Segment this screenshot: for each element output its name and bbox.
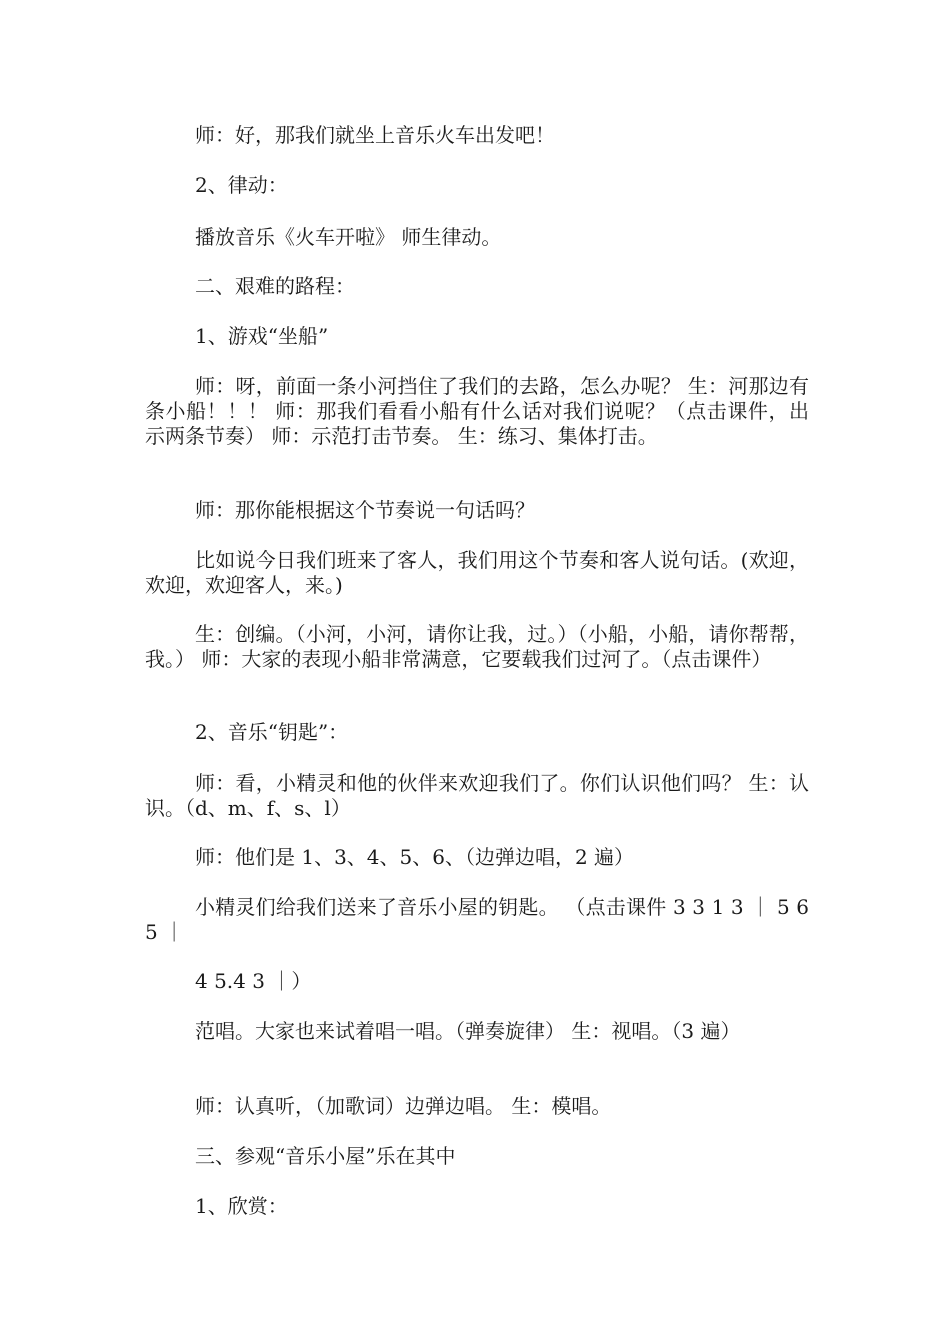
heading-difficult-journey: 二、艰难的路程： [195,274,355,298]
paragraph-key-notes: 小精灵们给我们送来了音乐小屋的钥匙。 （点击课件 3 3 1 3 ｜ 5 6 5 ｜ [145,895,809,944]
paragraph-notes-continued: 4 5.4 3 ｜） [195,969,312,993]
paragraph-sing-demo: 范唱。大家也来试着唱一唱。（弹奏旋律） 生：视唱。（3 遍） [195,1019,741,1043]
paragraph-elves: 师：看，小精灵和他的伙伴来欢迎我们了。你们认识他们吗？ 生：认识。（d、m、f、s、l） [145,771,809,820]
heading-music-key: 2、音乐“钥匙”： [195,720,349,744]
heading-appreciate: 1、欣赏： [195,1194,288,1218]
paragraph-welcome-guests: 比如说今日我们班来了客人，我们用这个节奏和客人说句话。(欢迎，欢迎，欢迎客人，来。) [145,548,809,597]
paragraph-river-dialogue: 师：呀，前面一条小河挡住了我们的去路，怎么办呢？ 生：河那边有条小船！！！ 师：那我们看看小船有什么话对我们说呢？（点击课件，出示两条节奏） 师：示范打击节奏。 生：练习、集体打击。 [145,374,809,448]
heading-visit-music-house: 三、参观“音乐小屋”乐在其中 [195,1144,456,1168]
paragraph-teacher-depart: 师：好，那我们就坐上音乐火车出发吧！ [195,123,555,147]
paragraph-listen: 师：认真听，（加歌词）边弹边唱。 生：模唱。 [195,1094,612,1118]
heading-rhythm: 2、律动： [195,173,288,197]
paragraph-say-sentence: 师：那你能根据这个节奏说一句话吗？ [195,498,535,522]
paragraph-play-music: 播放音乐《火车开啦》 师生律动。 [195,225,502,249]
paragraph-create: 生：创编。（小河，小河，请你让我，过。）（小船，小船，请你帮帮，我。） 师：大家的表现小船非常满意，它要载我们过河了。（点击课件） [145,622,809,671]
paragraph-numbers: 师：他们是 1、3、4、5、6、（边弹边唱，2 遍） [195,845,635,869]
heading-boat-game: 1、游戏“坐船” [195,324,329,348]
